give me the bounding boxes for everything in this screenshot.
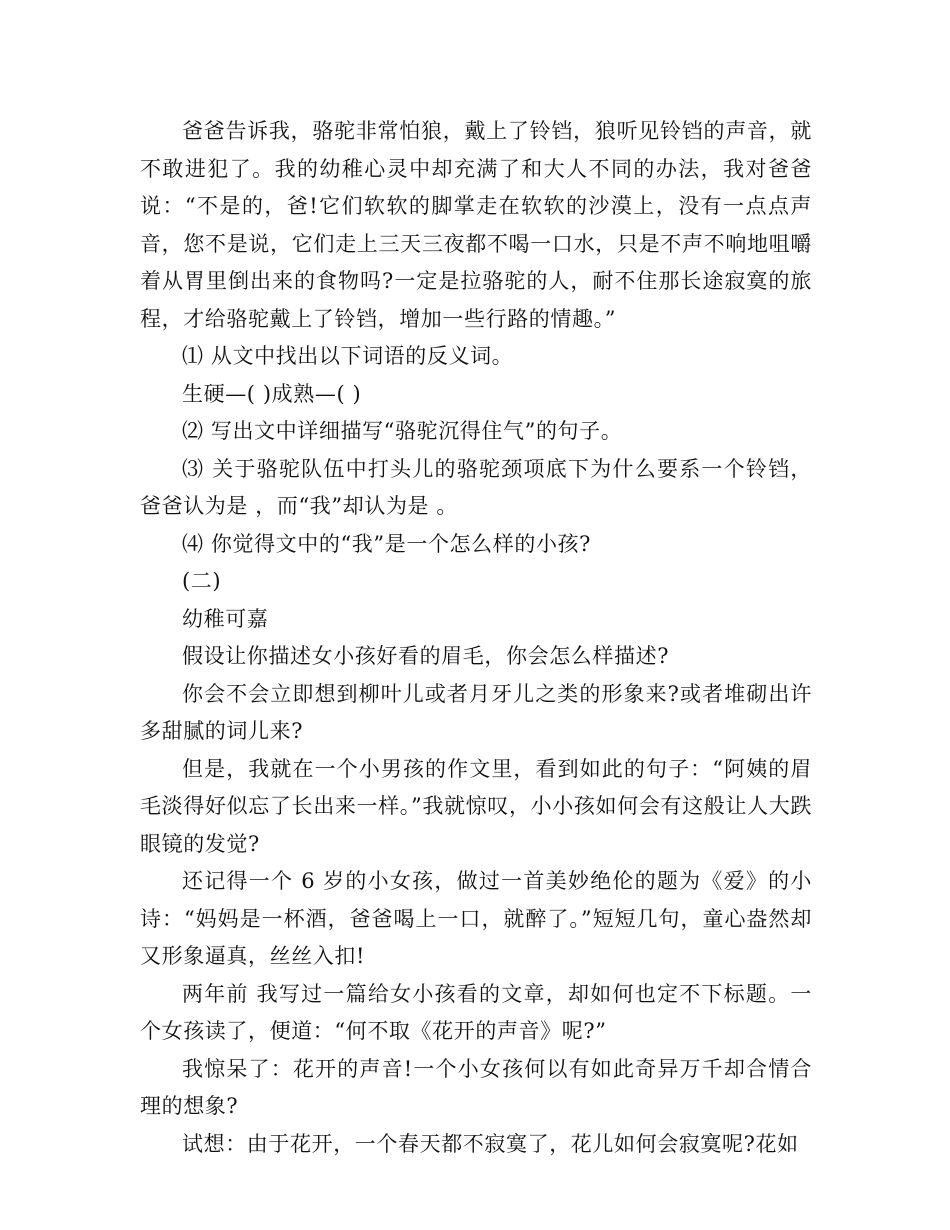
- paragraph-spring-not-lonely: 试想：由于花开，一个春天都不寂寞了，花儿如何会寂寞呢?花如: [182, 1131, 799, 1156]
- paragraph-sound-of-flowers: 我惊呆了：花开的声音!一个小女孩何以有如此奇异万千却合情合理的想象?: [140, 1056, 812, 1118]
- question-3-bell-reason: ⑶ 关于骆驼队伍中打头儿的骆驼颈项底下为什么要系一个铃铛，爸爸认为是 ，而“我”却认为是 。: [140, 456, 812, 518]
- question-1-antonyms: ⑴ 从文中找出以下词语的反义词。: [182, 344, 514, 368]
- paragraph-willow-leaf: 你会不会立即想到柳叶儿或者月牙儿之类的形象来?或者堆砌出许多甜腻的词儿来?: [140, 681, 812, 743]
- article-title: 幼稚可嘉: [182, 606, 269, 631]
- paragraph-eyebrow-question: 假设让你描述女小孩好看的眉毛，你会怎么样描述?: [182, 644, 670, 668]
- paragraph-boy-composition: 但是，我就在一个小男孩的作文里，看到如此的句子：“阿姨的眉毛淡得好似忘了长出来一样。”我就惊叹，小小孩如何会有这般让人大跌眼镜的发觉?: [140, 756, 812, 856]
- question-4-character: ⑷ 你觉得文中的“我”是一个怎么样的小孩?: [182, 531, 592, 556]
- question-2-sentence: ⑵ 写出文中详细描写“骆驼沉得住气”的句子。: [182, 419, 623, 443]
- paragraph-title-story: 两年前 我写过一篇给女小孩看的文章，却如何也定不下标题。一个女孩读了，便道：“何不取《花开的声音》呢?”: [140, 981, 812, 1043]
- section-heading-two: (二): [182, 569, 222, 593]
- paragraph-camel-bells-story: 爸爸告诉我，骆驼非常怕狼，戴上了铃铛，狼听见铃铛的声音，就不敢进犯了。我的幼稚心灵中却充满了和大人不同的办法，我对爸爸说：“不是的，爸!它们软软的脚掌走在软软的沙漠上，没有一点点声音，您不是说，它们走上三天三夜都不喝一口水，只是不声不响地咀嚼着从胃里倒出来的食物吗?一定是拉骆驼的人，耐不住那长途寂寞的旅程，才给骆驼戴上了铃铛，增加一些行路的情趣。”: [140, 119, 812, 331]
- document-body: [140, 113, 812, 1163]
- paragraph-love-poem: 还记得一个 6 岁的小女孩，做过一首美妙绝伦的题为《爱》的小诗：“妈妈是一杯酒，爸爸喝上一口，就醉了。”短短几句，童心盎然却又形象逼真，丝丝入扣!: [140, 869, 812, 968]
- question-1-blanks: 生硬—( )成熟—( ): [182, 381, 362, 406]
